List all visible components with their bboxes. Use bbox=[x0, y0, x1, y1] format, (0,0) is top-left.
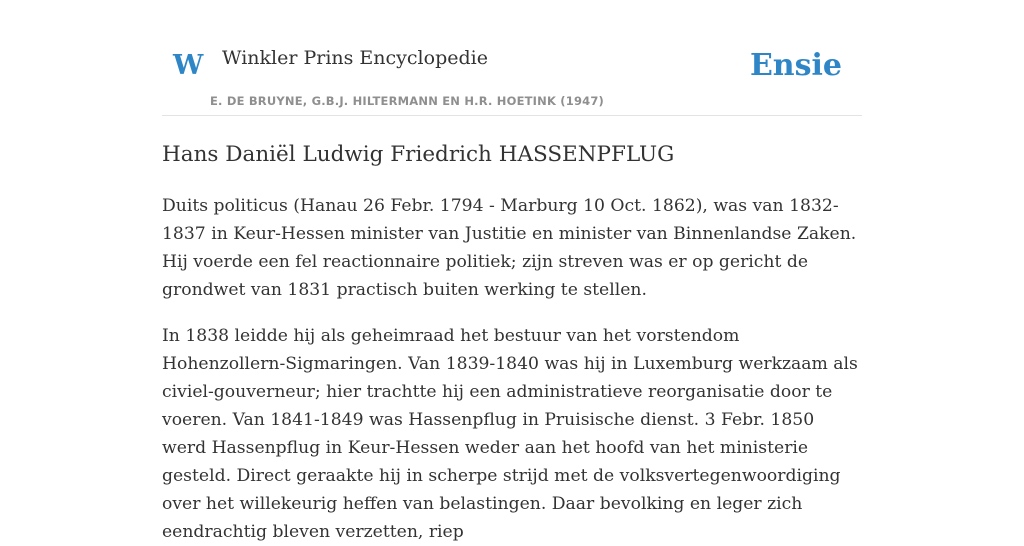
source-authors: E. DE BRUYNE, G.B.J. HILTERMANN EN H.R. HOETINK (1947) bbox=[210, 94, 605, 108]
article-body bbox=[162, 192, 862, 546]
source-header bbox=[162, 0, 862, 116]
article-page bbox=[162, 0, 862, 542]
article-title: Hans Daniël Ludwig Friedrich HASSENPFLUG bbox=[162, 142, 675, 167]
source-title: Winkler Prins Encyclopedie bbox=[222, 47, 488, 69]
article-paragraph: In 1838 leidde hij als geheimraad het bestuur van het vorstendom Hohenzollern-Sigmaringen. Van 1839-1840 was hij in Luxemburg werkzaam als civiel-gouverneur; hier trachtte hij een administratieve reorganisatie door te voeren. Van 1841-1849 was Hassenpflug in Pruisische dienst. 3 Febr. 1850 werd Hassenpflug in Keur-Hessen weder aan het hoofd van het ministerie gesteld. Direct geraakte hij in scherpe strijd met de volksvertegenwoordiging over het willekeurig heffen van belastingen. Daar bevolking en leger zich eendrachtig bleven verzetten, riep bbox=[162, 326, 858, 542]
ensie-brand-link[interactable]: Ensie bbox=[749, 48, 842, 83]
winkler-prins-logo-icon: W bbox=[173, 50, 204, 81]
article-paragraph: Duits politicus (Hanau 26 Febr. 1794 - Marburg 10 Oct. 1862), was van 1832-1837 in Keur-Hessen minister van Justitie en minister van Binnenlandse Zaken. Hij voerde een fel reactionnaire politiek; zijn streven was er op gericht de grondwet van 1831 practisch buiten werking te stellen. bbox=[162, 196, 857, 300]
